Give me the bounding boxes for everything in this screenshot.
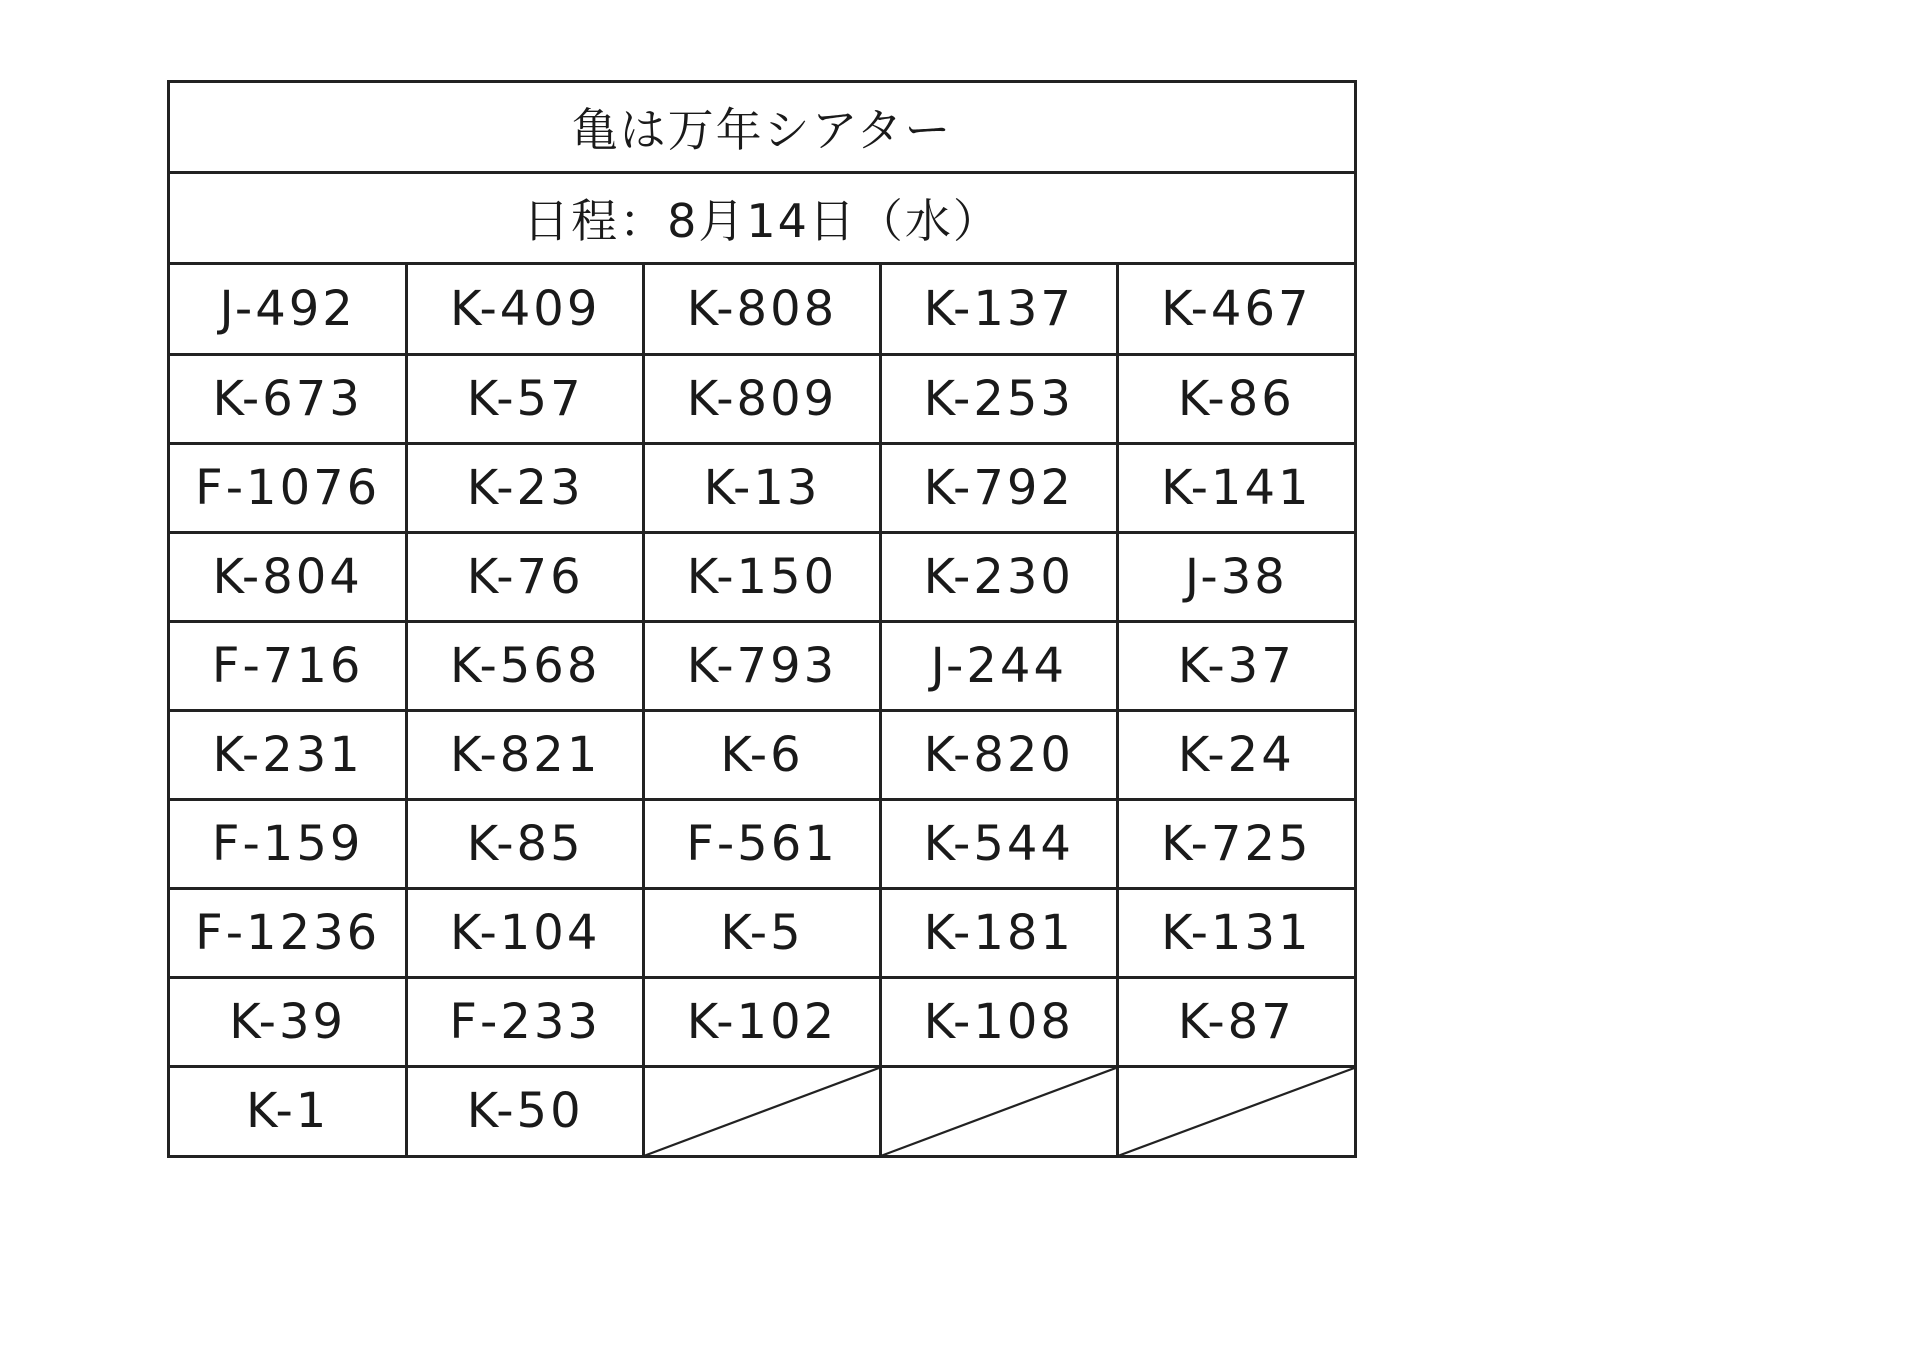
ticket-number-cell: K-150: [644, 532, 881, 621]
ticket-number-cell: K-253: [880, 354, 1117, 443]
ticket-number-cell: K-725: [1117, 799, 1354, 888]
table-row: [170, 888, 1354, 977]
ticket-number-cell: K-181: [880, 888, 1117, 977]
ticket-number-cell: K-793: [644, 621, 881, 710]
ticket-number-cell: K-57: [407, 354, 644, 443]
table-row: [170, 799, 1354, 888]
ticket-number-cell: K-820: [880, 710, 1117, 799]
diagonal-strike-icon: [882, 1068, 1116, 1156]
ticket-number-cell: K-104: [407, 888, 644, 977]
ticket-number-cell: K-76: [407, 532, 644, 621]
ticket-number-cell: K-87: [1117, 977, 1354, 1066]
ticket-number-cell: F-716: [170, 621, 407, 710]
ticket-number-cell: K-50: [407, 1066, 644, 1155]
ticket-number-cell: K-673: [170, 354, 407, 443]
ticket-number-cell: K-24: [1117, 710, 1354, 799]
empty-cell: [880, 1066, 1117, 1155]
ticket-number-cell: K-6: [644, 710, 881, 799]
diagonal-strike-icon: [1119, 1068, 1354, 1156]
diagonal-strike-icon: [645, 1068, 879, 1156]
ticket-number-cell: J-492: [170, 265, 407, 354]
table-row: [170, 977, 1354, 1066]
ticket-number-cell: K-231: [170, 710, 407, 799]
ticket-number-cell: K-13: [644, 443, 881, 532]
ticket-number-cell: J-244: [880, 621, 1117, 710]
ticket-number-cell: K-230: [880, 532, 1117, 621]
ticket-number-cell: J-38: [1117, 532, 1354, 621]
ticket-number-cell: F-561: [644, 799, 881, 888]
ticket-number-cell: F-159: [170, 799, 407, 888]
ticket-number-cell: K-544: [880, 799, 1117, 888]
schedule-date: 日程：8月14日（水）: [170, 174, 1354, 265]
ticket-number-cell: K-409: [407, 265, 644, 354]
ticket-number-cell: K-39: [170, 977, 407, 1066]
ticket-number-cell: K-821: [407, 710, 644, 799]
ticket-number-cell: K-792: [880, 443, 1117, 532]
ticket-number-cell: K-809: [644, 354, 881, 443]
table-row: [170, 532, 1354, 621]
empty-cell: [1117, 1066, 1354, 1155]
ticket-number-cell: K-1: [170, 1066, 407, 1155]
ticket-number-cell: K-37: [1117, 621, 1354, 710]
ticket-number-cell: K-141: [1117, 443, 1354, 532]
ticket-number-cell: K-86: [1117, 354, 1354, 443]
table-row: [170, 443, 1354, 532]
ticket-number-cell: K-808: [644, 265, 881, 354]
table-row: [170, 710, 1354, 799]
ticket-number-cell: K-85: [407, 799, 644, 888]
ticket-number-cell: K-108: [880, 977, 1117, 1066]
table-row: [170, 354, 1354, 443]
ticket-sheet: [167, 80, 1357, 1158]
ticket-number-cell: F-1076: [170, 443, 407, 532]
ticket-number-cell: K-5: [644, 888, 881, 977]
table-row: [170, 621, 1354, 710]
ticket-number-cell: K-467: [1117, 265, 1354, 354]
ticket-number-cell: K-568: [407, 621, 644, 710]
ticket-number-cell: K-804: [170, 532, 407, 621]
ticket-number-cell: F-1236: [170, 888, 407, 977]
ticket-number-cell: K-102: [644, 977, 881, 1066]
ticket-number-cell: K-137: [880, 265, 1117, 354]
ticket-number-cell: F-233: [407, 977, 644, 1066]
ticket-number-table: [170, 265, 1354, 1155]
table-row: [170, 265, 1354, 354]
table-row: [170, 1066, 1354, 1155]
ticket-number-cell: K-23: [407, 443, 644, 532]
theater-title: 亀は万年シアター: [170, 83, 1354, 174]
ticket-number-cell: K-131: [1117, 888, 1354, 977]
empty-cell: [644, 1066, 881, 1155]
